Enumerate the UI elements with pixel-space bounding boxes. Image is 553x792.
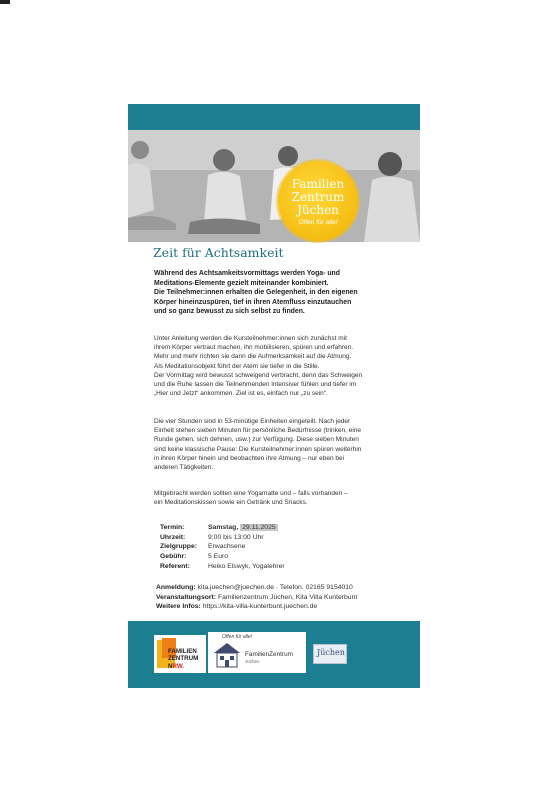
intro-paragraph — [154, 269, 416, 317]
paragraph-line: Einheit stehen sieben Minuten für persönliche Bedürfnisse (trinken, eine — [154, 427, 362, 435]
termin-date: 29.11.2025 — [242, 524, 276, 531]
intro-line: Meditations-Elemente gezielt miteinander kombiniert. — [154, 279, 329, 287]
yoga-people-illustration — [128, 130, 420, 242]
ort-label: Veranstaltungsort: — [156, 593, 217, 601]
familienzentrum-juechen-logo — [208, 632, 306, 673]
badge-line-2: Zentrum — [291, 190, 345, 204]
yoga-class-photo — [128, 130, 420, 242]
paragraph-schedule — [154, 417, 420, 472]
referent-value: Heiko Elswyk, Yogalehrer — [208, 562, 285, 570]
badge-tagline: Offen für alle! — [298, 219, 338, 226]
contact-row-infos — [156, 602, 357, 612]
paragraph-bring-items — [154, 489, 420, 507]
contact-info — [156, 583, 357, 612]
paragraph-line: Runde gehen, sich dehnen, usw.) zur Verfügung. Diese sieben Minuten — [154, 436, 359, 444]
contact-row-ort — [156, 593, 357, 603]
contact-row-anmeldung — [156, 583, 357, 593]
paragraph-line: anderen Tätigkeiten. — [154, 464, 214, 472]
paragraph-line: Als Meditationsobjekt führt der Atem sie tiefer in die Stille. — [154, 362, 320, 370]
paragraph-line: Unter Anleitung werden die Kursteilnehmer:innen sich zunächst mit — [154, 335, 347, 342]
termin-value — [208, 523, 278, 533]
footer-band — [128, 621, 420, 688]
familienzentrum-nrw-logo — [154, 635, 206, 673]
paragraph-line: ihrem Körper vertraut machen, ihn mobilisieren, spüren und erfahren. — [154, 344, 354, 352]
paragraph-line: in ihren Körper hinein und beobachten ihre Atmung – nur eben bei — [154, 454, 345, 462]
logo-rw: RW. — [172, 663, 185, 670]
anmeldung-value: kita.juechen@juechen.de · Telefon. 02165 9154010 — [197, 584, 353, 591]
uhrzeit-label: Uhrzeit: — [160, 533, 186, 541]
intro-line: Während des Achtsamkeitsvormittags werden Yoga- und — [154, 270, 340, 277]
paragraph-line: sind keine klassische Pause: Die Kursteilnehmer:innen spüren weiterhin — [154, 445, 362, 453]
ort-value: Familienzentrum Jüchen, Kita Villa Kunterbunt — [217, 593, 358, 601]
scan-mark — [0, 0, 10, 4]
gebuehr-label: Gebühr: — [160, 553, 187, 561]
headline: Zeit für Achtsamkeit — [153, 245, 284, 260]
flyer — [128, 104, 420, 688]
logo-tagline: Offen für alle! — [222, 634, 253, 640]
paragraph-line: Mehr und mehr richten sie dann die Aufmerksamkeit auf die Atmung. — [154, 353, 352, 361]
house-icon — [212, 641, 242, 669]
logo-text-line-2: ZENTRUM — [168, 655, 199, 662]
termin-label: Termin: — [160, 524, 185, 531]
paragraph-line: und die Ruhe lassen die Teilnehmenden intensiver fühlen und tiefer im — [154, 381, 357, 389]
paragraph-line: ein Meditationskissen sowie ein Getränk und Snacks. — [154, 499, 308, 507]
intro-line: Die Teilnehmer:innen erhalten die Gelegenheit, in den eigenen — [154, 289, 358, 297]
anmeldung-label: Anmeldung: — [156, 584, 196, 591]
juechen-town-logo — [313, 644, 347, 664]
uhrzeit-value: 9:00 bis 13:00 Uhr — [208, 533, 264, 541]
zielgruppe-label: Zielgruppe: — [160, 543, 198, 551]
logo-sub: Jüchen — [245, 659, 260, 664]
logo-text-line-1: FAMILIEN — [168, 648, 197, 655]
infos-value: https://kita-villa-kunterbunt.juechen.de — [202, 603, 318, 611]
top-color-band — [128, 104, 420, 130]
intro-line: und so ganz bewusst zu sich selbst zu finden. — [154, 308, 305, 316]
zielgruppe-value: Erwachsene — [208, 543, 246, 551]
juechen-logo-text: Jüchen — [317, 648, 345, 657]
paragraph-instruction — [154, 334, 420, 398]
infos-label: Weitere Infos: — [156, 603, 201, 611]
intro-line: Körper hineinzuspüren, tief in ihren Atemfluss einzutauchen — [154, 298, 352, 306]
logo-n: N — [168, 663, 173, 670]
familienzentrum-badge — [278, 161, 358, 241]
logo-text-line-3 — [168, 663, 184, 670]
badge-line-1: Familien — [291, 177, 345, 191]
paragraph-line: Die vier Stunden sind in 53-minütige Einheiten eingeteilt. Nach jeder — [154, 418, 351, 425]
referent-label: Referent: — [160, 562, 190, 570]
paragraph-line: Der Vormittag wird bewusst schweigend verbracht, denn das Schweigen — [154, 371, 363, 379]
paragraph-line: Mitgebracht werden sollten eine Yogamatte und – falls vorhanden – — [154, 490, 348, 497]
logo-name: FamilienZentrum — [245, 651, 293, 658]
badge-line-3: Jüchen — [297, 203, 339, 217]
termin-day: Samstag, — [208, 524, 239, 531]
paragraph-line: „Hier und Jetzt“ ankommen. Ziel ist es, einfach nur „zu sein“. — [154, 390, 328, 398]
gebuehr-value: 5 Euro — [208, 553, 229, 561]
